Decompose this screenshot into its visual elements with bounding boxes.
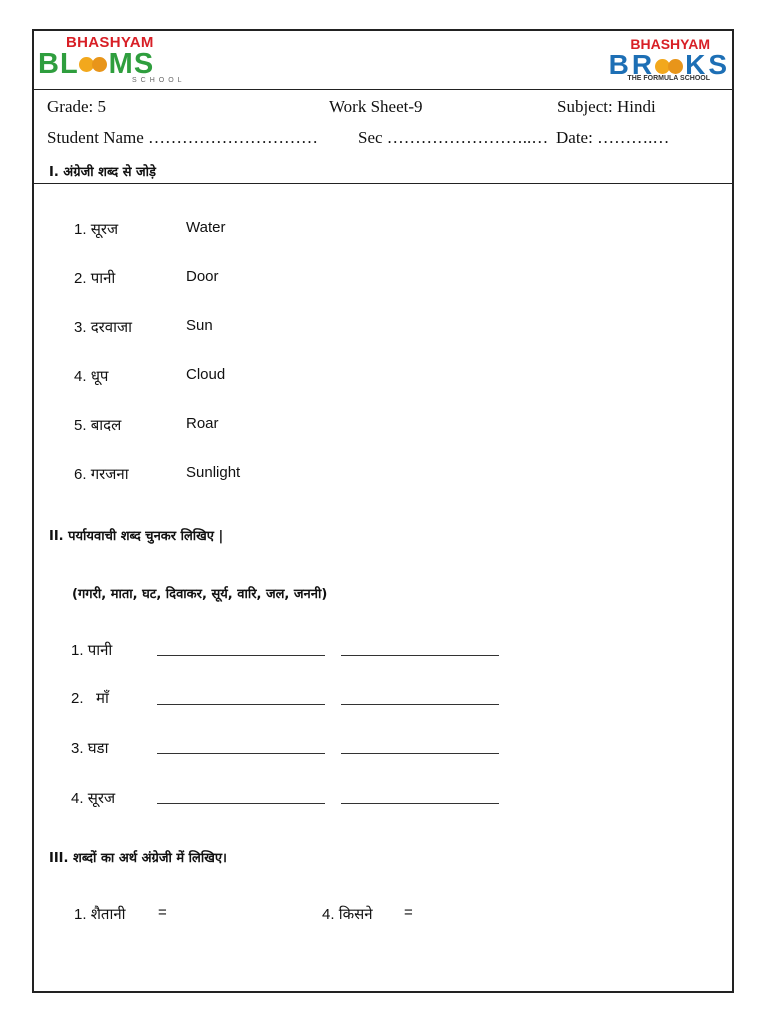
list-item — [74, 366, 108, 386]
blooms-logo-part-b: MS — [108, 48, 155, 80]
sec-field: Sec ……………………..… — [358, 128, 549, 147]
list-item — [71, 788, 115, 808]
item-number: 1. — [74, 221, 87, 238]
answer-blank[interactable] — [341, 753, 499, 754]
worksheet-frame — [32, 29, 734, 993]
english-word: Cloud — [186, 366, 226, 383]
english-word: Water — [186, 219, 226, 236]
blooms-logo-sub: SCHOOL — [132, 77, 186, 84]
section3-heading: III. शब्दों का अर्थ अंग्रेजी में लिखिए। — [49, 851, 227, 866]
equals-sign: = — [404, 904, 413, 921]
section1-heading: I. अंग्रेजी शब्द से जोड़े — [49, 165, 156, 180]
blooms-logo-top: BHASHYAM — [66, 34, 154, 51]
brooks-logo-part-a: BR — [608, 49, 656, 80]
item-number: 1. — [71, 642, 84, 659]
hindi-word: पानी — [87, 641, 113, 659]
worksheet-label: Work Sheet-9 — [329, 97, 423, 116]
english-word: Sunlight — [186, 464, 241, 481]
item-number: 5. — [74, 417, 87, 434]
item-number: 3. — [71, 740, 84, 757]
section2-heading: II. पर्यायवाची शब्द चुनकर लिखिए | — [49, 529, 224, 544]
answer-blank[interactable] — [341, 655, 499, 656]
hindi-word: माँ — [96, 689, 109, 707]
synonym-options: (गगरी, माता, घट, दिवाकर, सूर्य, वारि, जल, जननी) — [72, 587, 328, 602]
list-item — [74, 415, 121, 435]
hindi-word: सूरज — [87, 789, 116, 807]
header — [34, 31, 732, 90]
list-item — [71, 738, 108, 758]
answer-blank[interactable] — [341, 803, 499, 804]
list-item — [74, 268, 115, 288]
english-word: Roar — [186, 415, 219, 432]
list-item — [74, 464, 129, 484]
equals-sign: = — [158, 904, 167, 921]
answer-blank[interactable] — [157, 655, 325, 656]
item-number: 4. — [74, 368, 87, 385]
list-item — [322, 904, 373, 924]
blooms-logo-part-a: BL — [38, 48, 79, 80]
english-word: Door — [186, 268, 219, 285]
hindi-word: गरजना — [90, 465, 129, 483]
item-number: 1. — [74, 906, 87, 923]
list-item — [71, 640, 112, 660]
brooks-logo-top: BHASHYAM — [630, 36, 710, 52]
blooms-logo-oo-icon — [79, 55, 109, 75]
brooks-logo-part-b: KS — [685, 49, 730, 80]
hindi-word: दरवाजा — [90, 318, 133, 336]
subject-label: Subject: Hindi — [557, 97, 656, 116]
hindi-word: पानी — [90, 269, 116, 287]
date-field: Date: ……….… — [556, 128, 670, 147]
brooks-logo-oo-icon — [655, 57, 685, 77]
grade-label: Grade: 5 — [47, 97, 107, 116]
answer-blank[interactable] — [341, 704, 499, 705]
list-item — [74, 219, 118, 239]
hindi-word: धूप — [90, 367, 109, 385]
item-number: 2. — [74, 270, 87, 287]
list-item — [71, 688, 109, 708]
answer-blank[interactable] — [157, 704, 325, 705]
item-number: 6. — [74, 466, 87, 483]
hindi-word: शैतानी — [90, 905, 126, 923]
list-item — [74, 317, 132, 337]
item-number: 4. — [71, 790, 84, 807]
student-name-field: Student Name ………………………… — [47, 128, 319, 147]
answer-blank[interactable] — [157, 803, 325, 804]
list-item — [74, 904, 126, 924]
item-number: 2. — [71, 690, 84, 707]
hindi-word: सूरज — [90, 220, 119, 238]
hindi-word: किसने — [338, 905, 373, 923]
brooks-logo-sub: THE FORMULA SCHOOL — [627, 75, 710, 82]
item-number: 4. — [322, 906, 335, 923]
item-number: 3. — [74, 319, 87, 336]
answer-blank[interactable] — [157, 753, 325, 754]
english-word: Sun — [186, 317, 213, 334]
hindi-word: बादल — [90, 416, 122, 434]
hindi-word: घडा — [87, 739, 109, 757]
